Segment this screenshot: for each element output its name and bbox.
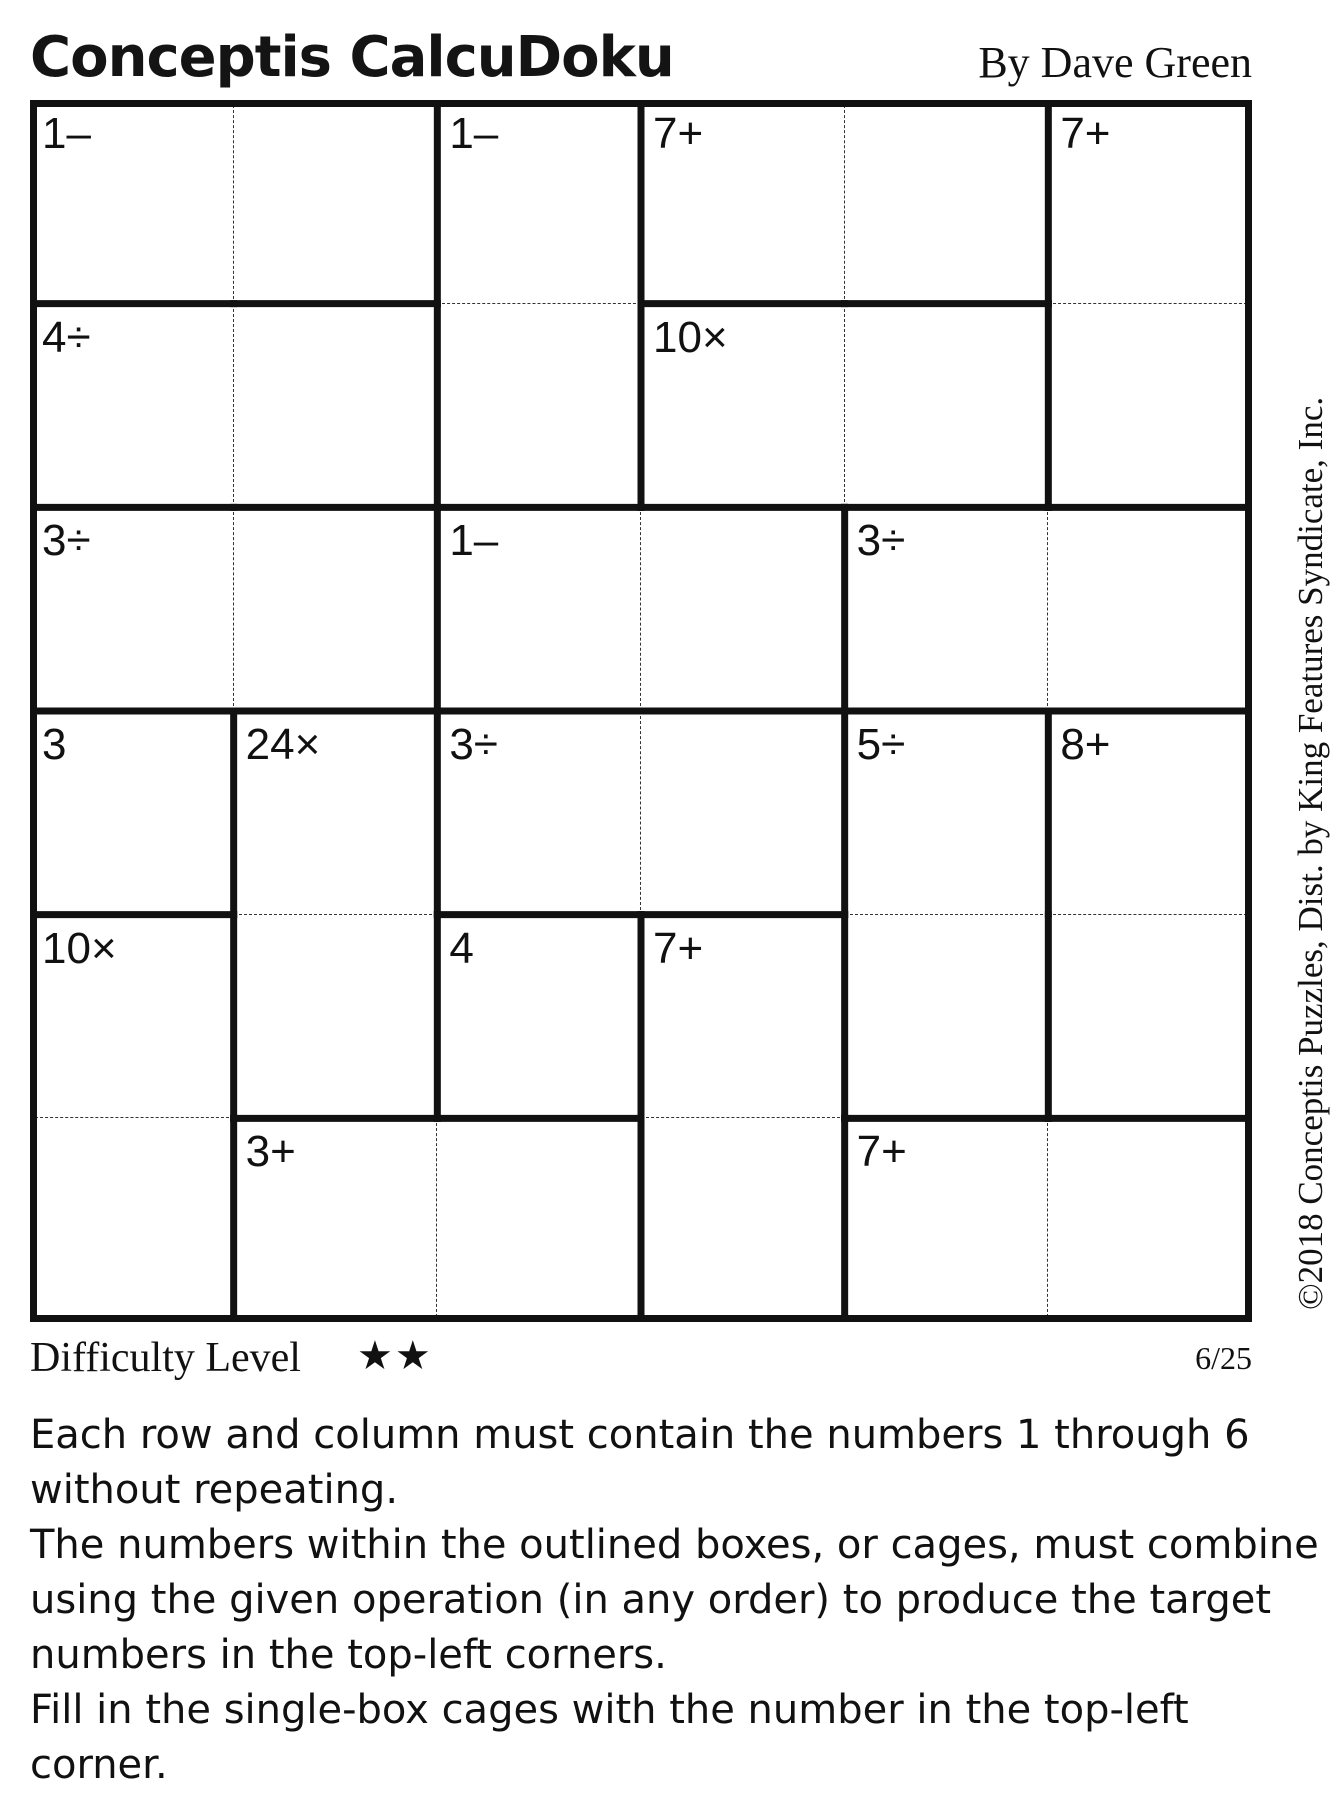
grid-cell[interactable]	[845, 711, 1049, 915]
grid-cell[interactable]	[30, 304, 234, 508]
cage-clue: 4	[449, 923, 474, 973]
puzzle-title: Conceptis CalcuDoku	[30, 25, 674, 90]
grid-cell[interactable]	[234, 100, 438, 304]
grid-cell[interactable]	[30, 100, 234, 304]
grid-cell[interactable]	[845, 507, 1049, 711]
puzzle-date: 6/25	[1195, 1340, 1252, 1376]
cage-clue: 10×	[42, 923, 117, 973]
grid-cell[interactable]	[30, 915, 234, 1119]
difficulty-stars: ★★	[357, 1333, 433, 1379]
grid-cell[interactable]	[437, 304, 641, 508]
grid-cell[interactable]	[234, 915, 438, 1119]
cage-clue: 7+	[856, 1127, 907, 1177]
cage-clue: 4÷	[42, 312, 91, 362]
grid-cell[interactable]	[234, 507, 438, 711]
grid-cell[interactable]	[1048, 711, 1252, 915]
grid-cell[interactable]	[1048, 1118, 1252, 1322]
grid-cell[interactable]	[641, 304, 845, 508]
cage-clue: 7+	[1060, 109, 1111, 158]
instruction-rule-1: Each row and column must contain the numbers 1 through 6 without repeating.	[30, 1412, 1250, 1513]
cage-clue: 1–	[449, 516, 499, 566]
author-byline: By Dave Green	[978, 38, 1252, 87]
grid-cell[interactable]	[234, 304, 438, 508]
grid-cell[interactable]	[641, 711, 845, 915]
cage-clue: 1–	[42, 109, 91, 158]
grid-cell[interactable]	[234, 711, 438, 915]
cage-clue: 10×	[653, 312, 728, 362]
grid-cell[interactable]	[641, 1118, 845, 1322]
grid-cell[interactable]	[30, 1118, 234, 1322]
cage-clue: 1–	[449, 109, 499, 158]
copyright-notice: ©2018 Conceptis Puzzles, Dist. by King Features Syndicate, Inc.	[1291, 396, 1330, 1310]
grid-cell[interactable]	[437, 711, 641, 915]
grid-cell[interactable]	[30, 711, 234, 915]
grid-cell[interactable]	[234, 1118, 438, 1322]
cage-clue: 24×	[245, 720, 321, 769]
grid-cell[interactable]	[1048, 507, 1252, 711]
cage-clue: 3÷	[42, 516, 91, 566]
grid-cell[interactable]	[845, 1118, 1049, 1322]
cage-clue: 5÷	[856, 720, 906, 769]
grid-cell[interactable]	[641, 507, 845, 711]
instruction-rule-2: The numbers within the outlined boxes, or cages, must combine using the given operation (in any order) to produce the target numbers in the top-left corners.	[30, 1522, 1319, 1678]
grid-cell[interactable]	[30, 507, 234, 711]
grid-cell[interactable]	[437, 1118, 641, 1322]
puzzle-grid	[30, 100, 1252, 1322]
cage-clue: 3÷	[856, 516, 906, 566]
grid-cell[interactable]	[437, 915, 641, 1119]
grid-cell[interactable]	[437, 100, 641, 304]
instruction-rule-3: Fill in the single-box cages with the number in the top-left corner.	[30, 1687, 1189, 1788]
grid-cell[interactable]	[845, 915, 1049, 1119]
grid-cell[interactable]	[437, 507, 641, 711]
grid-cell[interactable]	[1048, 915, 1252, 1119]
grid-cell[interactable]	[845, 304, 1049, 508]
cage-clue: 3+	[245, 1127, 296, 1177]
difficulty-label: Difficulty Level	[30, 1335, 301, 1381]
cage-clue: 3	[42, 720, 67, 769]
cage-clue: 3÷	[449, 720, 498, 769]
grid-cell[interactable]	[845, 100, 1049, 304]
cage-clue: 7+	[653, 923, 704, 973]
grid-cell[interactable]	[1048, 100, 1252, 304]
grid-cell[interactable]	[1048, 304, 1252, 508]
grid-cell[interactable]	[641, 915, 845, 1119]
cage-clue: 7+	[653, 109, 704, 158]
grid-cell[interactable]	[641, 100, 845, 304]
footer	[30, 1330, 1252, 1390]
cage-clue: 8+	[1060, 720, 1111, 769]
instructions	[30, 1408, 1320, 1793]
